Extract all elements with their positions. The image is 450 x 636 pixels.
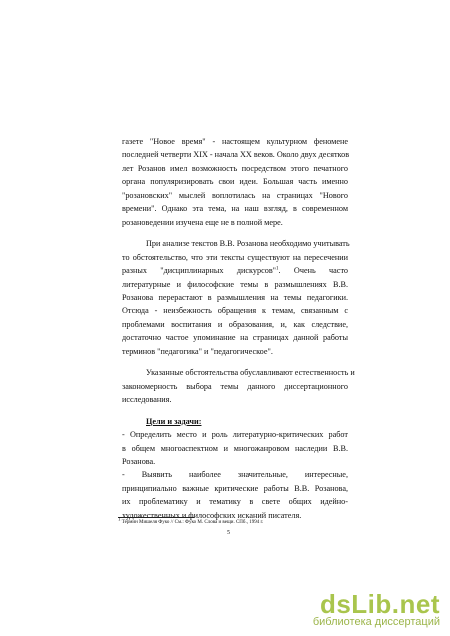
text-line: лет Розанов имел возможность посредством этого печатного (122, 163, 348, 173)
text-line: При анализе текстов В.В. Розанова необходимо учитывать (146, 239, 350, 249)
text-line: Розанова перерастают в размышления на темы педагогики. (122, 292, 348, 302)
list-item: - Определить место и роль литературно-критических работ (122, 430, 348, 440)
body-text (122, 135, 355, 522)
text-line-with-footnote (122, 264, 348, 277)
text-segment: . Очень часто (278, 266, 349, 276)
list-item: их проблематику и тематику в свете общих идейно- (122, 497, 348, 507)
footnote-divider (118, 517, 194, 518)
watermark-logo (312, 589, 440, 629)
text-line: проблемами воспитания и образования, и, как следствие, (122, 319, 348, 329)
paragraph-3 (122, 366, 355, 406)
text-segment: разных "дисциплинарных дискурсов" (122, 266, 277, 276)
paragraph-1 (122, 135, 348, 229)
list-item: - Выявить наиболее значительные, интересные, (122, 470, 348, 480)
section-heading: Цели и задачи: (146, 416, 202, 426)
text-line: терминов "педагогика" и "педагогическое". (122, 346, 273, 356)
text-line: "розановских" мыслей воплотилась на страницах "Нового (122, 190, 348, 200)
list-item: принципиально важные критические работы В.В. Розанова, (122, 483, 348, 493)
watermark-subtitle: библиотека диссертаций (312, 616, 440, 628)
watermark-title: dsLib.net (319, 589, 440, 619)
text-line: закономерность выбора темы данного диссертационного (122, 381, 348, 391)
text-line: органа популяризировать свои идеи. Большая часть именно (122, 177, 348, 187)
text-line: последней четверти XIX - начала XX веков. Около двух десятков (122, 150, 350, 160)
text-line: времени". Однако эта тема, на наш взгляд, в современном (122, 204, 348, 214)
page-number: 5 (227, 530, 230, 536)
text-line: литературные и философские темы в размышлениях В.В. (122, 279, 348, 289)
footnote-marker: 1 (276, 266, 279, 272)
footnote-marker: 1 (118, 517, 121, 523)
paragraph-2 (122, 237, 348, 358)
text-line: то обстоятельство, что эти тексты существуют на пересечении (122, 252, 348, 262)
footnote (118, 519, 358, 526)
goals-list (122, 428, 348, 522)
text-line: достаточно частое упоминание на страницах данной работы (122, 333, 348, 343)
text-line: исследования. (122, 395, 172, 405)
list-item: художественных и философских исканий писателя. (122, 510, 302, 520)
footnote-text: Термин Мишеля Фуко // См.: Фуко М. Слова и вещи. СПб., 1994 г. (121, 520, 264, 525)
text-line: розановедении изучена еще не в полной мере. (122, 217, 283, 227)
list-item: Розанова. (122, 456, 156, 466)
text-line: газете "Новое время" - настоящем культурном феномене (122, 137, 348, 146)
text-line: Указанные обстоятельства обуславливают естественность и (146, 368, 355, 378)
list-item: в общем многоаспектном и многожанровом наследии В.В. (122, 443, 348, 453)
text-line: Отсюда - неизбежность обращения к темам, связанным с (122, 306, 348, 316)
